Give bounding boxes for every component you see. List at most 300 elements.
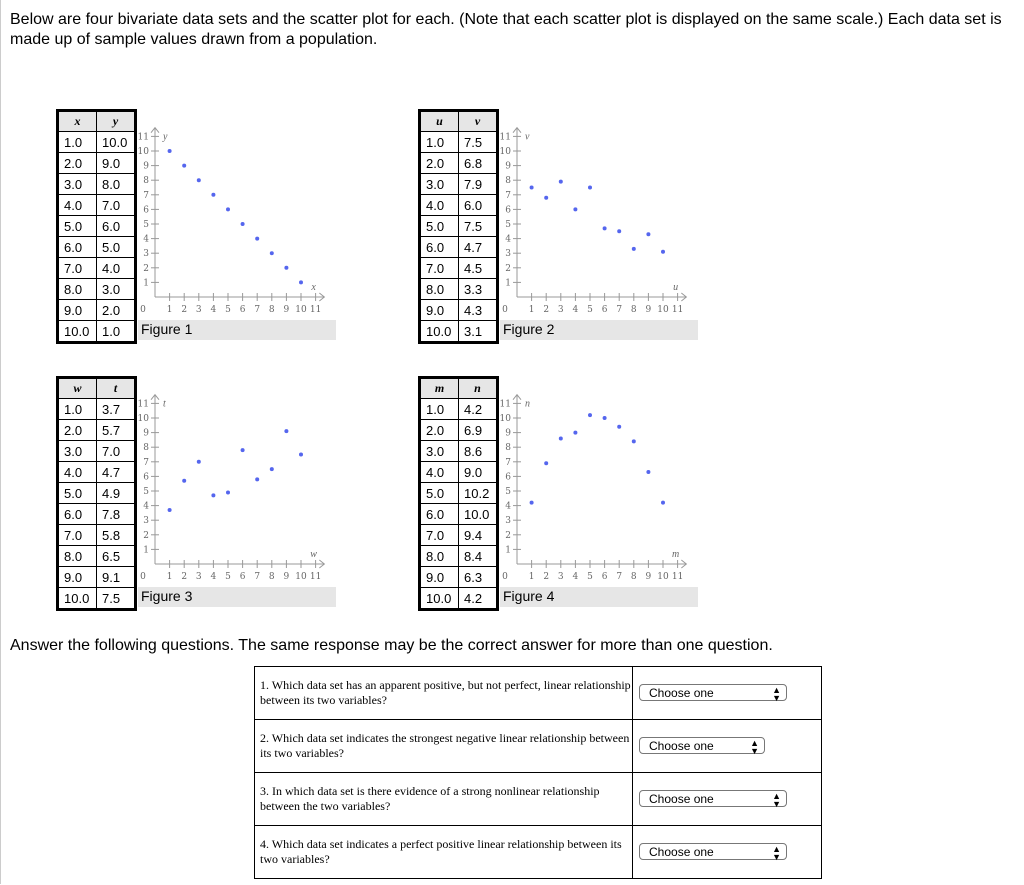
- data-point: [544, 461, 548, 465]
- x-value-cell: 10.0: [59, 321, 97, 342]
- x-value-cell: 8.0: [421, 279, 459, 300]
- y-value-cell: 7.0: [97, 195, 135, 216]
- x-value-cell: 6.0: [59, 504, 97, 525]
- table-row: [59, 567, 135, 588]
- x-value-cell: 7.0: [59, 525, 97, 546]
- data-point: [270, 251, 274, 255]
- table-row: [421, 195, 497, 216]
- y-value-cell: 4.2: [459, 588, 497, 609]
- y-tick-label: 3: [143, 516, 149, 527]
- x-value-cell: 3.0: [59, 441, 97, 462]
- data-point: [255, 237, 259, 241]
- y-tick-label: 11: [137, 132, 149, 143]
- table-row: [421, 300, 497, 321]
- x-value-cell: 6.0: [421, 237, 459, 258]
- y-tick-label: 7: [143, 190, 149, 201]
- x-column-header: u: [421, 112, 459, 132]
- y-tick-label: 5: [505, 487, 511, 497]
- data-point: [182, 164, 186, 168]
- table-row: [59, 300, 135, 321]
- data-point: [284, 266, 288, 270]
- x-column-header: x: [59, 112, 97, 132]
- data-table-3: [58, 378, 135, 609]
- table-row: [59, 237, 135, 258]
- table-row: [421, 258, 497, 279]
- x-tick-label: 7: [616, 305, 623, 315]
- x-value-cell: 5.0: [59, 483, 97, 504]
- x-value-cell: 4.0: [421, 462, 459, 483]
- data-point: [617, 229, 621, 233]
- y-tick-label: 4: [143, 234, 149, 245]
- y-column-header: n: [459, 379, 497, 399]
- x-tick-label: 1: [166, 305, 173, 315]
- x-tick-label: 10: [657, 572, 669, 582]
- y-column-header: t: [97, 379, 135, 399]
- x-tick-label: 8: [268, 572, 275, 582]
- x-axis-label: u: [673, 282, 679, 293]
- y-value-cell: 8.4: [459, 546, 497, 567]
- data-point: [544, 196, 548, 200]
- table-row: [59, 153, 135, 174]
- x-tick-label: 5: [587, 572, 593, 582]
- x-tick-label: 7: [254, 305, 261, 315]
- y-column-header: y: [97, 112, 135, 132]
- data-point: [530, 186, 534, 190]
- select-value: Choose one: [649, 686, 714, 700]
- select-arrows-icon: ▲ ▼: [772, 843, 781, 862]
- x-value-cell: 2.0: [59, 420, 97, 441]
- y-tick-label: 2: [143, 263, 149, 274]
- x-tick-label: 1: [528, 572, 535, 582]
- y-value-cell: 5.0: [97, 237, 135, 258]
- table-row: [59, 399, 135, 420]
- y-value-cell: 7.0: [97, 441, 135, 462]
- table-row: [421, 462, 497, 483]
- y-value-cell: 6.3: [459, 567, 497, 588]
- y-value-cell: 4.3: [459, 300, 497, 321]
- x-axis-label: w: [310, 549, 317, 560]
- table-row: [421, 483, 497, 504]
- x-value-cell: 4.0: [59, 195, 97, 216]
- x-tick-label: 8: [630, 572, 637, 582]
- y-tick-label: 10: [499, 147, 511, 157]
- x-value-cell: 8.0: [421, 546, 459, 567]
- y-value-cell: 10.0: [459, 504, 497, 525]
- answer-select-3[interactable]: [639, 790, 787, 807]
- x-value-cell: 1.0: [421, 132, 459, 153]
- x-tick-label: 6: [601, 572, 608, 582]
- data-point: [661, 501, 665, 505]
- data-point: [168, 149, 172, 153]
- y-value-cell: 1.0: [97, 321, 135, 342]
- table-row: [59, 132, 135, 153]
- scatter-plot-2: [500, 124, 700, 324]
- x-value-cell: 7.0: [59, 258, 97, 279]
- y-tick-label: 9: [505, 161, 511, 172]
- y-tick-label: 1: [143, 545, 149, 556]
- y-value-cell: 9.4: [459, 525, 497, 546]
- table-row: [421, 504, 497, 525]
- y-tick-label: 5: [143, 487, 149, 497]
- x-tick-label: 9: [645, 305, 652, 315]
- data-table-1: [58, 111, 135, 342]
- x-column-header: m: [421, 379, 459, 399]
- y-value-cell: 4.7: [459, 237, 497, 258]
- data-point: [270, 467, 274, 471]
- table-row: [421, 588, 497, 609]
- y-value-cell: 3.7: [97, 399, 135, 420]
- data-point: [299, 453, 303, 457]
- data-point: [603, 416, 607, 420]
- x-tick-label: 4: [210, 305, 217, 315]
- data-point: [197, 178, 201, 182]
- y-tick-label: 11: [499, 399, 511, 410]
- select-value: Choose one: [649, 792, 714, 806]
- x-value-cell: 4.0: [421, 195, 459, 216]
- scatter-plot-3: [138, 391, 338, 591]
- question-row: [255, 667, 822, 720]
- table-row: [421, 216, 497, 237]
- y-tick-label: 7: [143, 457, 149, 468]
- y-value-cell: 6.5: [97, 546, 135, 567]
- data-point: [603, 226, 607, 230]
- x-tick-label: 1: [528, 305, 535, 315]
- y-tick-label: 3: [505, 516, 511, 527]
- y-value-cell: 7.5: [97, 588, 135, 609]
- y-tick-label: 10: [137, 414, 149, 424]
- table-header-row: [421, 112, 497, 132]
- table-row: [59, 258, 135, 279]
- data-point: [211, 493, 215, 497]
- x-value-cell: 10.0: [421, 588, 459, 609]
- x-value-cell: 9.0: [421, 300, 459, 321]
- data-point: [632, 439, 636, 443]
- origin-label: 0: [502, 305, 508, 315]
- table-row: [421, 546, 497, 567]
- y-tick-label: 9: [505, 428, 511, 439]
- x-value-cell: 4.0: [59, 462, 97, 483]
- select-arrows-icon: ▲ ▼: [750, 737, 759, 756]
- y-value-cell: 10.2: [459, 483, 497, 504]
- y-value-cell: 4.9: [97, 483, 135, 504]
- x-value-cell: 6.0: [421, 504, 459, 525]
- figure-caption: Figure 2: [500, 320, 698, 340]
- y-axis-label: n: [525, 398, 530, 410]
- y-value-cell: 9.1: [97, 567, 135, 588]
- y-tick-label: 5: [505, 220, 511, 230]
- table-row: [421, 153, 497, 174]
- x-tick-label: 6: [239, 572, 246, 582]
- x-value-cell: 9.0: [59, 300, 97, 321]
- y-column-header: v: [459, 112, 497, 132]
- y-tick-label: 11: [499, 132, 511, 143]
- x-tick-label: 2: [543, 305, 550, 315]
- table-row: [59, 321, 135, 342]
- y-value-cell: 8.0: [97, 174, 135, 195]
- table-row: [59, 525, 135, 546]
- x-tick-label: 3: [195, 572, 202, 582]
- y-tick-label: 1: [143, 278, 149, 289]
- table-row: [59, 441, 135, 462]
- table-row: [59, 195, 135, 216]
- y-tick-label: 9: [143, 161, 149, 172]
- table-row: [59, 420, 135, 441]
- data-point: [661, 250, 665, 254]
- x-value-cell: 8.0: [59, 279, 97, 300]
- x-tick-label: 2: [181, 572, 188, 582]
- data-point: [211, 193, 215, 197]
- y-tick-label: 8: [505, 176, 511, 187]
- y-tick-label: 8: [143, 443, 149, 454]
- y-value-cell: 5.7: [97, 420, 135, 441]
- y-value-cell: 6.0: [459, 195, 497, 216]
- data-table-4: [420, 378, 497, 609]
- intro-text: Below are four bivariate data sets and the scatter plot for each. (Note that each scatter plot is displayed on the same scale.) Each data set is made up of sample values drawn from a population.: [10, 11, 1002, 48]
- table-row: [421, 279, 497, 300]
- questions-table: [254, 666, 822, 879]
- y-tick-label: 6: [505, 472, 511, 483]
- x-tick-label: 4: [572, 305, 579, 315]
- data-point: [284, 429, 288, 433]
- y-axis-label: y: [163, 131, 168, 143]
- figure-caption: Figure 4: [500, 587, 698, 607]
- y-value-cell: 6.9: [459, 420, 497, 441]
- x-value-cell: 1.0: [59, 132, 97, 153]
- question-text: 4. Which data set indicates a perfect positive linear relationship between its two variables?: [255, 826, 633, 879]
- x-value-cell: 2.0: [421, 153, 459, 174]
- y-value-cell: 6.0: [97, 216, 135, 237]
- x-tick-label: 5: [587, 305, 593, 315]
- table-header-row: [59, 112, 135, 132]
- data-point: [646, 232, 650, 236]
- data-point: [573, 431, 577, 435]
- y-value-cell: 7.5: [459, 216, 497, 237]
- question-row: [255, 720, 822, 773]
- x-tick-label: 8: [630, 305, 637, 315]
- y-tick-label: 2: [505, 263, 511, 274]
- x-tick-label: 3: [195, 305, 202, 315]
- x-tick-label: 11: [309, 305, 322, 315]
- question-text: 3. In which data set is there evidence of a strong nonlinear relationship between the two variables?: [255, 773, 633, 826]
- table-row: [59, 216, 135, 237]
- y-value-cell: 6.8: [459, 153, 497, 174]
- y-tick-label: 8: [505, 443, 511, 454]
- y-tick-label: 4: [143, 501, 149, 512]
- question-text: 1. Which data set has an apparent positive, but not perfect, linear relationship between its two variables?: [255, 667, 633, 720]
- data-point: [299, 280, 303, 284]
- table-header-row: [59, 379, 135, 399]
- x-tick-label: 3: [557, 305, 564, 315]
- x-tick-label: 9: [283, 572, 290, 582]
- y-tick-label: 10: [137, 147, 149, 157]
- x-value-cell: 6.0: [59, 237, 97, 258]
- data-point: [617, 425, 621, 429]
- y-tick-label: 5: [143, 220, 149, 230]
- y-tick-label: 6: [505, 205, 511, 216]
- y-value-cell: 8.6: [459, 441, 497, 462]
- table-row: [421, 567, 497, 588]
- x-value-cell: 8.0: [59, 546, 97, 567]
- x-tick-label: 10: [657, 305, 669, 315]
- y-tick-label: 7: [505, 190, 511, 201]
- x-value-cell: 1.0: [59, 399, 97, 420]
- x-value-cell: 7.0: [421, 525, 459, 546]
- x-value-cell: 3.0: [59, 174, 97, 195]
- x-value-cell: 7.0: [421, 258, 459, 279]
- x-value-cell: 2.0: [421, 420, 459, 441]
- x-tick-label: 9: [283, 305, 290, 315]
- data-table-2: [420, 111, 497, 342]
- x-value-cell: 1.0: [421, 399, 459, 420]
- figure-caption: Figure 3: [138, 587, 336, 607]
- y-tick-label: 8: [143, 176, 149, 187]
- y-tick-label: 6: [143, 205, 149, 216]
- y-tick-label: 3: [505, 249, 511, 260]
- y-axis-label: t: [163, 398, 166, 410]
- table-header-row: [421, 379, 497, 399]
- data-point: [588, 413, 592, 417]
- x-value-cell: 5.0: [59, 216, 97, 237]
- y-tick-label: 9: [143, 428, 149, 439]
- x-axis-label: x: [311, 282, 316, 293]
- x-value-cell: 9.0: [421, 567, 459, 588]
- table-row: [421, 321, 497, 342]
- y-value-cell: 4.5: [459, 258, 497, 279]
- y-tick-label: 6: [143, 472, 149, 483]
- y-value-cell: 4.2: [459, 399, 497, 420]
- x-tick-label: 4: [210, 572, 217, 582]
- y-value-cell: 4.7: [97, 462, 135, 483]
- table-row: [59, 483, 135, 504]
- table-row: [421, 132, 497, 153]
- data-point: [530, 501, 534, 505]
- data-point: [573, 207, 577, 211]
- x-value-cell: 10.0: [59, 588, 97, 609]
- table-row: [421, 174, 497, 195]
- select-arrows-icon: ▲ ▼: [772, 684, 781, 703]
- y-value-cell: 7.5: [459, 132, 497, 153]
- x-tick-label: 2: [543, 572, 550, 582]
- scatter-plot-4: [500, 391, 700, 591]
- y-value-cell: 3.3: [459, 279, 497, 300]
- data-point: [255, 477, 259, 481]
- x-tick-label: 10: [295, 572, 307, 582]
- table-row: [59, 504, 135, 525]
- y-value-cell: 9.0: [97, 153, 135, 174]
- x-tick-label: 11: [671, 572, 684, 582]
- x-tick-label: 5: [225, 572, 231, 582]
- y-value-cell: 7.9: [459, 174, 497, 195]
- x-tick-label: 3: [557, 572, 564, 582]
- data-point: [226, 490, 230, 494]
- y-value-cell: 3.1: [459, 321, 497, 342]
- question-text: 2. Which data set indicates the strongest negative linear relationship between its two variables?: [255, 720, 633, 773]
- data-point: [588, 186, 592, 190]
- y-tick-label: 2: [505, 530, 511, 541]
- x-tick-label: 9: [645, 572, 652, 582]
- data-point: [559, 436, 563, 440]
- x-tick-label: 5: [225, 305, 231, 315]
- x-value-cell: 9.0: [59, 567, 97, 588]
- x-value-cell: 10.0: [421, 321, 459, 342]
- y-tick-label: 11: [137, 399, 149, 410]
- origin-label: 0: [502, 572, 508, 582]
- y-tick-label: 10: [499, 414, 511, 424]
- x-axis-label: m: [671, 549, 680, 560]
- data-point: [182, 479, 186, 483]
- table-row: [59, 546, 135, 567]
- x-value-cell: 3.0: [421, 174, 459, 195]
- select-value: Choose one: [649, 739, 714, 753]
- table-row: [421, 525, 497, 546]
- x-tick-label: 6: [601, 305, 608, 315]
- data-point: [226, 207, 230, 211]
- table-row: [59, 462, 135, 483]
- x-tick-label: 6: [239, 305, 246, 315]
- table-row: [421, 420, 497, 441]
- x-tick-label: 1: [166, 572, 173, 582]
- question-row: [255, 773, 822, 826]
- question-row: [255, 826, 822, 879]
- x-value-cell: 5.0: [421, 483, 459, 504]
- table-row: [421, 399, 497, 420]
- select-arrows-icon: ▲ ▼: [772, 790, 781, 809]
- answer-intro: Answer the following questions. The same response may be the correct answer for more than one question.: [10, 637, 773, 654]
- table-row: [59, 174, 135, 195]
- data-point: [241, 222, 245, 226]
- y-tick-label: 1: [505, 278, 511, 289]
- y-value-cell: 3.0: [97, 279, 135, 300]
- answer-select-4[interactable]: [639, 843, 787, 860]
- table-row: [59, 279, 135, 300]
- answer-select-2[interactable]: [639, 737, 765, 754]
- x-tick-label: 11: [309, 572, 322, 582]
- x-tick-label: 2: [181, 305, 188, 315]
- x-tick-label: 10: [295, 305, 307, 315]
- x-column-header: w: [59, 379, 97, 399]
- x-tick-label: 4: [572, 572, 579, 582]
- origin-label: 0: [140, 572, 146, 582]
- x-tick-label: 7: [616, 572, 623, 582]
- y-value-cell: 2.0: [97, 300, 135, 321]
- origin-label: 0: [140, 305, 146, 315]
- y-value-cell: 10.0: [97, 132, 135, 153]
- y-tick-label: 1: [505, 545, 511, 556]
- y-value-cell: 5.8: [97, 525, 135, 546]
- y-tick-label: 3: [143, 249, 149, 260]
- data-point: [559, 180, 563, 184]
- x-value-cell: 5.0: [421, 216, 459, 237]
- y-value-cell: 7.8: [97, 504, 135, 525]
- table-row: [421, 441, 497, 462]
- x-tick-label: 11: [671, 305, 684, 315]
- data-point: [632, 247, 636, 251]
- answer-select-1[interactable]: [639, 684, 787, 701]
- select-value: Choose one: [649, 845, 714, 859]
- y-axis-label: v: [525, 131, 530, 143]
- y-value-cell: 4.0: [97, 258, 135, 279]
- data-point: [197, 460, 201, 464]
- data-point: [168, 508, 172, 512]
- y-tick-label: 2: [143, 530, 149, 541]
- x-tick-label: 7: [254, 572, 261, 582]
- scatter-plot-1: [138, 124, 338, 324]
- data-point: [646, 470, 650, 474]
- y-value-cell: 9.0: [459, 462, 497, 483]
- table-row: [421, 237, 497, 258]
- data-point: [241, 448, 245, 452]
- x-value-cell: 2.0: [59, 153, 97, 174]
